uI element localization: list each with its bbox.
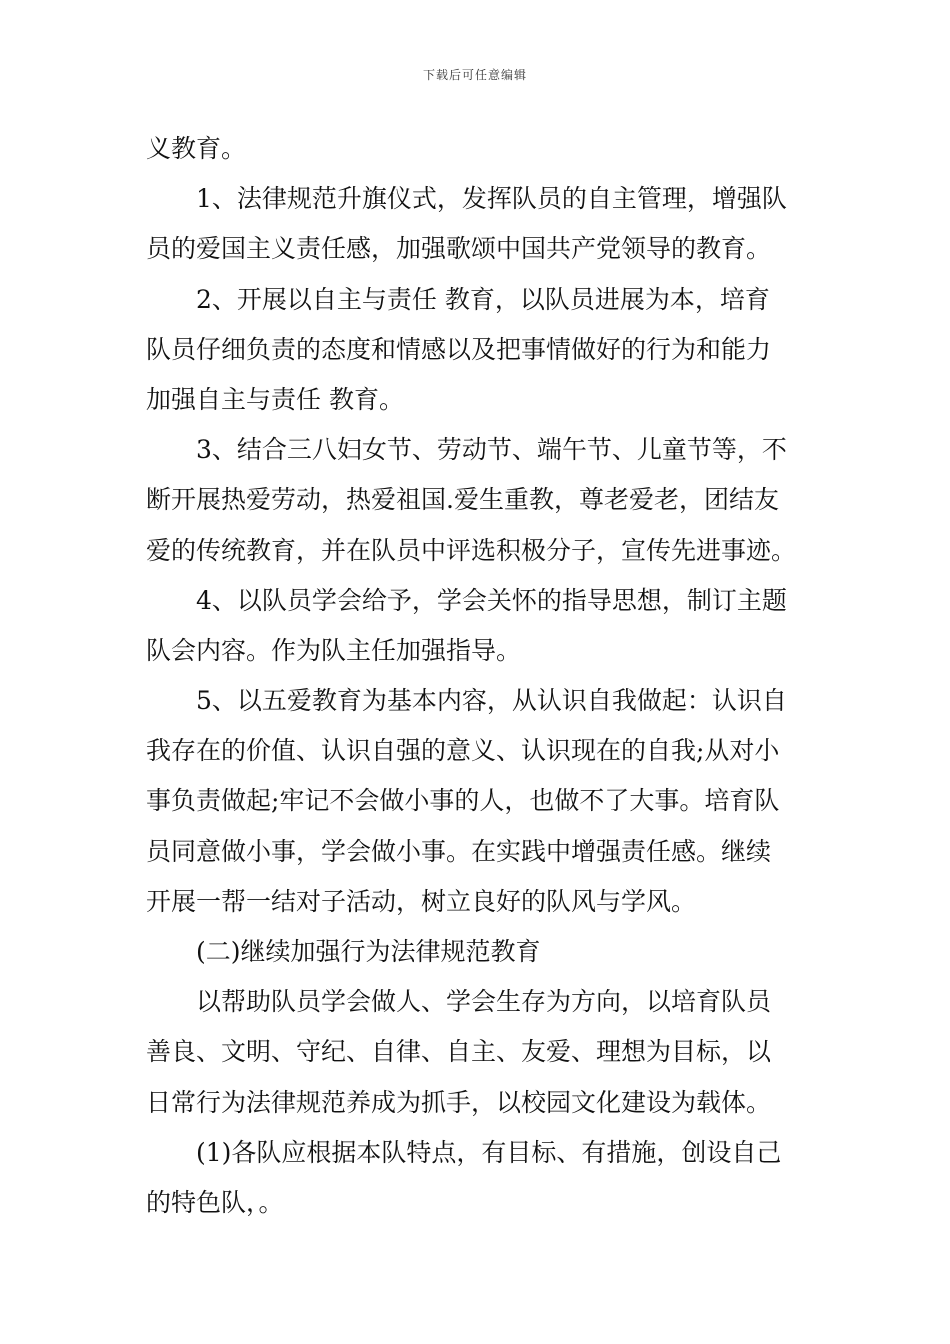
text-line: 5、以五爱教育为基本内容，从认识自我做起：认识自 (196, 686, 787, 716)
text-line: 我存在的价值、认识自强的意义、认识现在的自我;从对小 (146, 736, 780, 766)
text-line: 断开展热爱劳动，热爱祖国.爱生重教，尊老爱老，团结友 (146, 485, 779, 515)
text-line: 义教育。 (146, 134, 247, 163)
text-line: (1)各队应根据本队特点，有目标、有措施，创设自己 (196, 1137, 782, 1167)
page-header: 下载后可任意编辑 (422, 68, 527, 82)
text-line: 善良、文明、守纪、自律、自主、友爱、理想为目标，以 (146, 1037, 772, 1067)
text-line: 4、以队员学会给予，学会关怀的指导思想，制订主题 (196, 585, 787, 615)
text-line: 加强自主与责任 教育。 (146, 384, 404, 414)
text-line: 员同意做小事，学会做小事。在实践中增强责任感。继续 (146, 836, 772, 866)
text-line: 日常行为法律规范养成为抓手，以校园文化建设为载体。 (146, 1087, 772, 1117)
text-line: 队员仔细负责的态度和情感以及把事情做好的行为和能力 (146, 334, 772, 364)
text-line: 以帮助队员学会做人、学会生存为方向，以培育队员 (196, 987, 772, 1017)
text-line: 事负责做起;牢记不会做小事的人，也做不了大事。培育队 (146, 786, 780, 816)
text-line: 1、法律规范升旗仪式，发挥队员的自主管理，增强队 (196, 184, 787, 214)
text-line: 2、开展以自主与责任 教育，以队员进展为本，培育 (196, 284, 770, 314)
text-line: 开展一帮一结对子活动，树立良好的队风与学风。 (146, 886, 697, 916)
text-line: 3、结合三八妇女节、劳动节、端午节、儿童节等，不 (196, 435, 787, 465)
text-line: 员的爱国主义责任感，加强歌颂中国共产党领导的教育。 (146, 234, 772, 264)
text-line: 队会内容。作为队主任加强指导。 (146, 635, 522, 665)
text-line: 的特色队，。 (146, 1187, 284, 1217)
section-heading: (二)继续加强行为法律规范教育 (196, 937, 541, 966)
body-text (146, 124, 808, 1228)
text-line: 爱的传统教育，并在队员中评选积极分子，宣传先进事迹。 (146, 535, 797, 565)
